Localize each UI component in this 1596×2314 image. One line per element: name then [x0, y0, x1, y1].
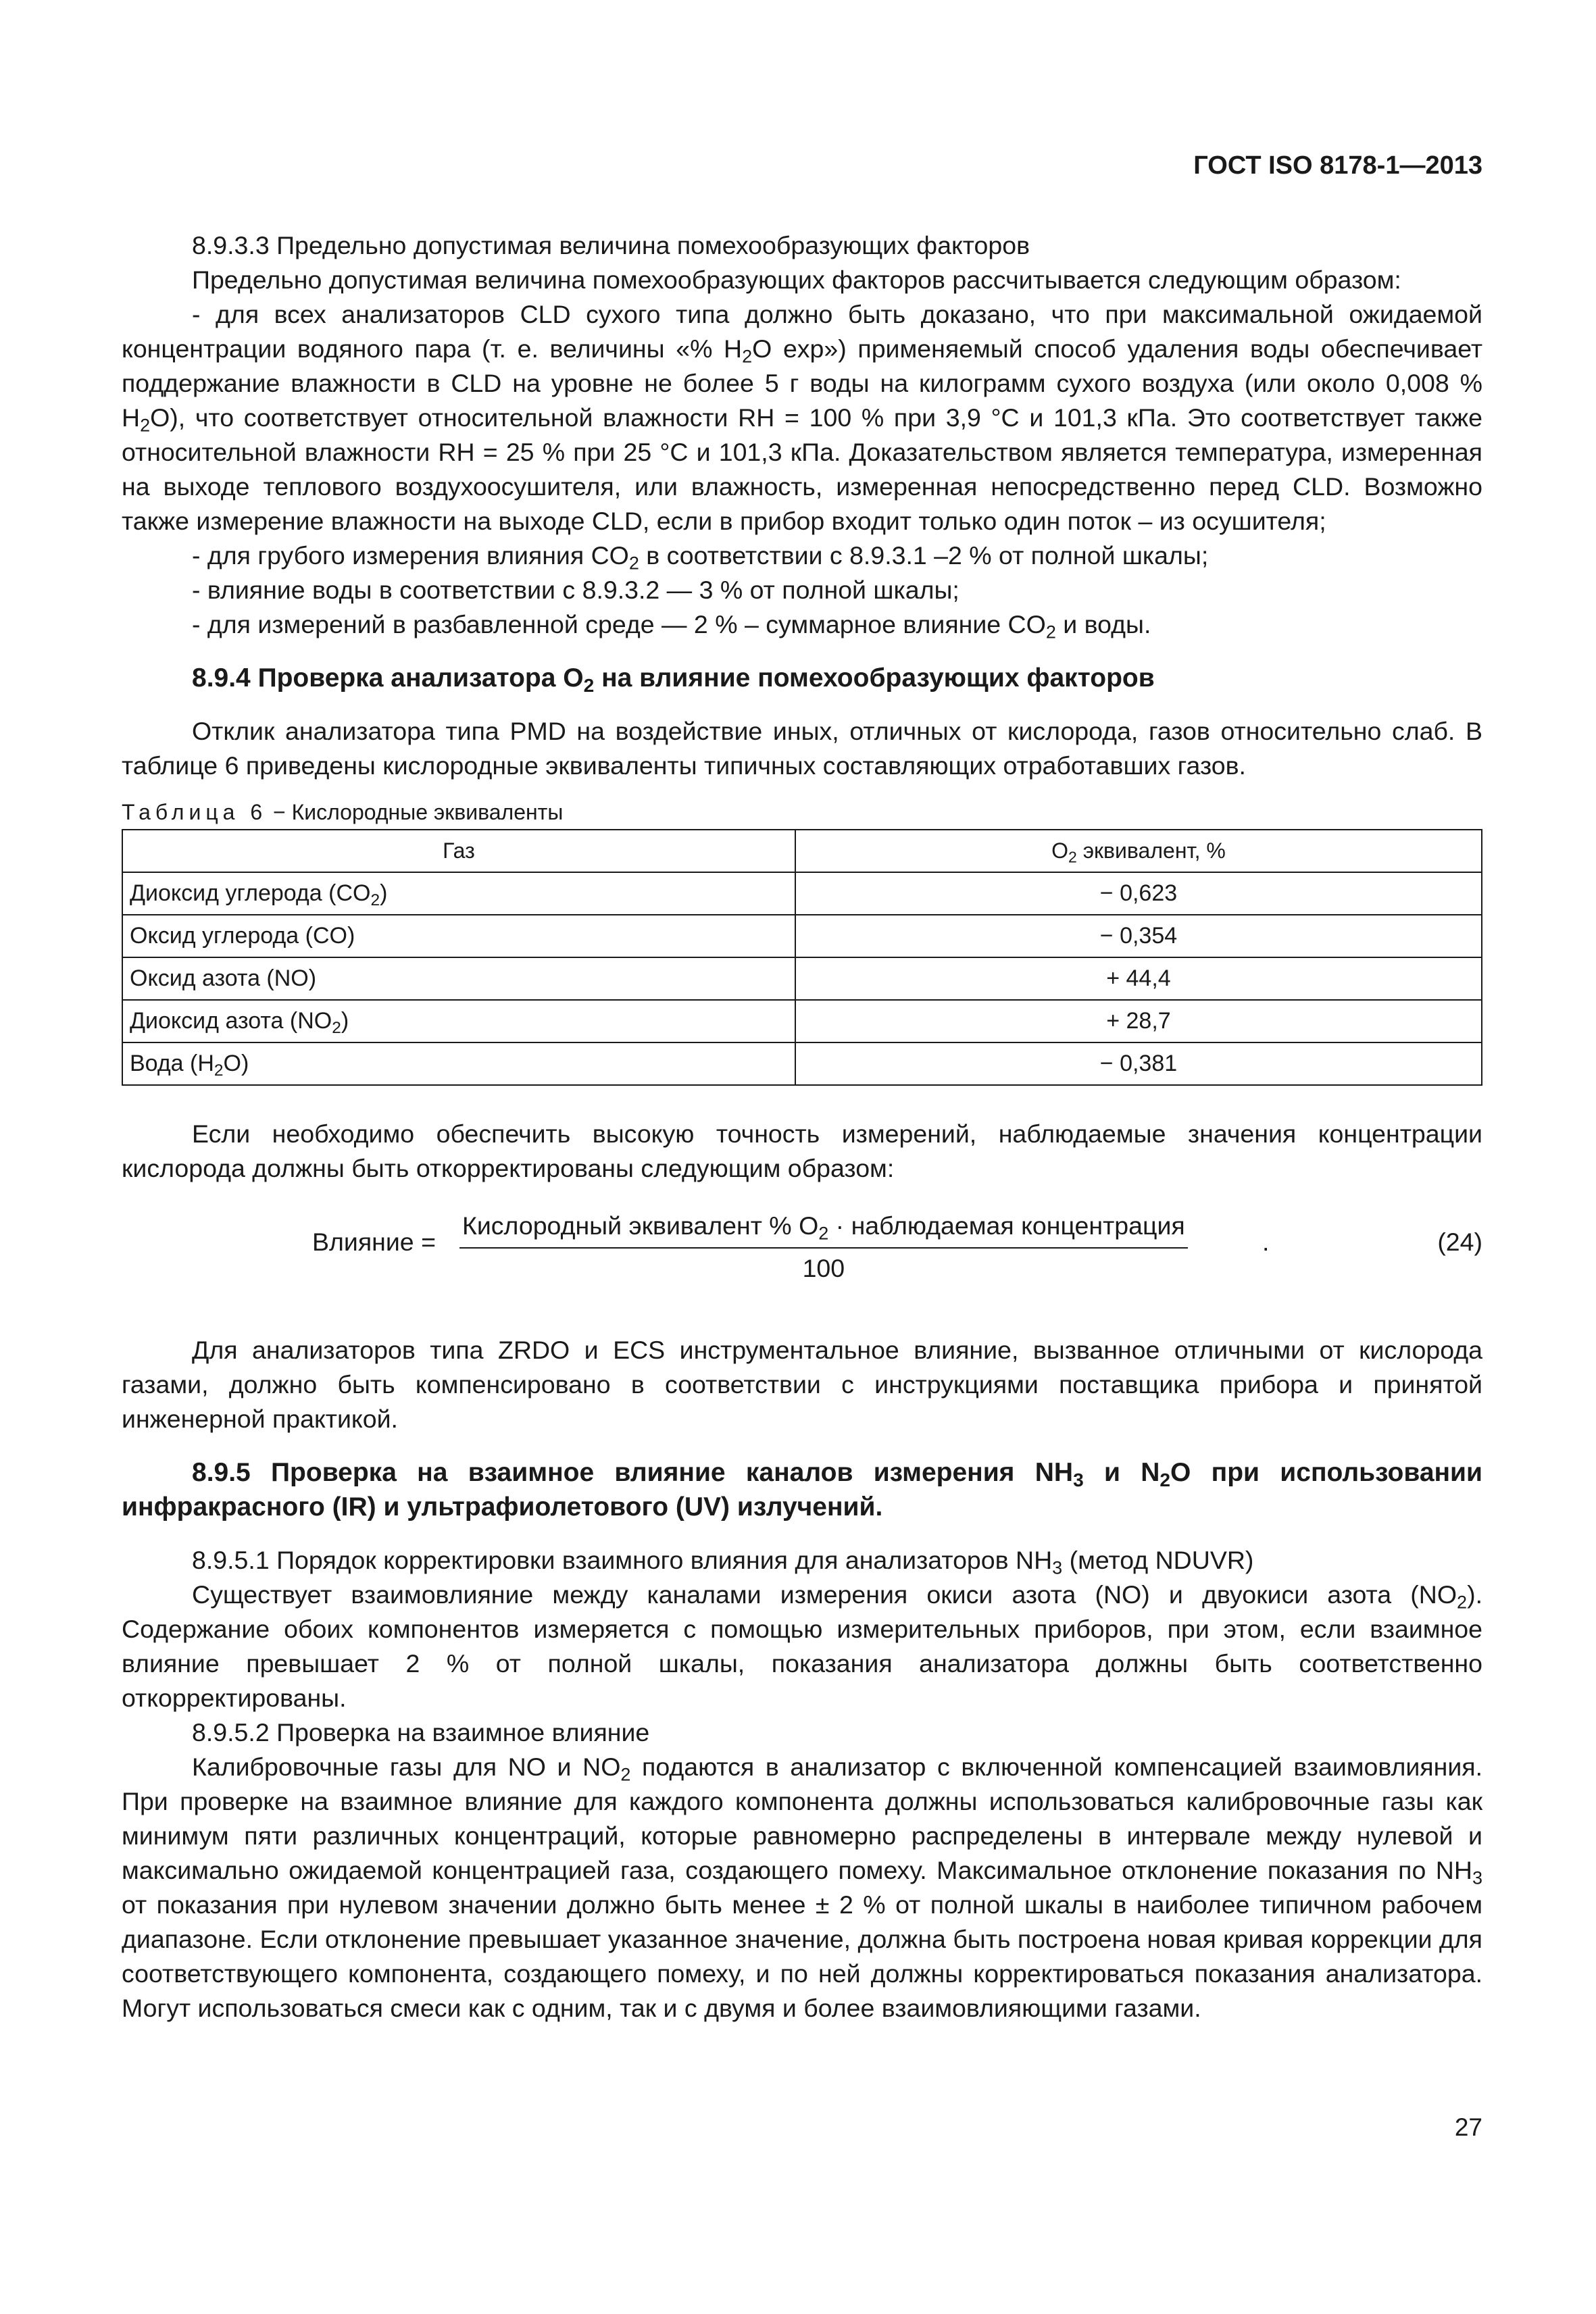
subscript: 2: [370, 890, 380, 909]
text-run: - для грубого измерения влияния CO: [192, 541, 629, 570]
paragraph-correction: Если необходимо обеспечить высокую точность измерений, наблюдаемые значения концентрации кислорода должны быть откорректированы следующим образом:: [122, 1120, 1482, 1182]
table-6-caption: [122, 798, 1482, 826]
gas-cell: [122, 1000, 795, 1042]
oxygen-equivalents-table: [122, 829, 1482, 1086]
text-run: Диоксид азота (NO: [130, 1008, 332, 1034]
subscript: 2: [140, 415, 151, 436]
table-label: Таблица 6: [122, 800, 268, 824]
table-row: [122, 1042, 1482, 1085]
text-run: (метод NDUVR): [1062, 1546, 1254, 1574]
value-cell: − 0,623: [795, 872, 1482, 915]
text-run: Оксид азота (NO): [130, 965, 317, 991]
text-run: от показания при нулевом значении должно быть менее ± 2 % от полной шкалы в наиболее типичном рабочем диапазоне. Если отклонение превышает указанное значение, должна быть построена новая кривая коррекции для соответствующего компонента, создающего помеху, и по ней должны корректироваться показания анализатора. Могут использоваться смеси как с одним, так и с двумя и более взаимовлияющими газами.: [122, 1890, 1482, 2022]
gas-cell: [122, 957, 795, 1000]
text-run: Кислородный эквивалент % O: [462, 1211, 819, 1240]
text-run: ): [380, 880, 388, 906]
formula-numerator: [459, 1209, 1188, 1249]
subscript: 2: [1068, 848, 1077, 866]
text-run: ): [341, 1008, 349, 1034]
subscript: 3: [1472, 1867, 1482, 1888]
text-run: O при использовании инфракрасного (IR) и ультрафиолетового (UV) излучений.: [122, 1458, 1483, 1521]
text-run: · наблюдаемая концентрация: [828, 1211, 1185, 1240]
value-cell: − 0,381: [795, 1042, 1482, 1085]
gas-cell: [122, 1042, 795, 1085]
subscript: 3: [1052, 1557, 1063, 1578]
text-run: 8.9.5.1 Порядок корректировки взаимного влияния для анализаторов NH: [192, 1546, 1053, 1574]
subscript: 2: [214, 1061, 224, 1080]
formula-fraction: [459, 1209, 1188, 1286]
text-run: Оксид углерода (CO): [130, 923, 355, 949]
section-8-9-5-1-title: [122, 1543, 1482, 1578]
document-id-header: ГОСТ ISO 8178-1—2013: [1193, 151, 1482, 180]
value-cell: + 28,7: [795, 1000, 1482, 1042]
text-run: Диоксид углерода (CO: [130, 880, 371, 906]
text-run: O exp») применяемый способ удаления воды обеспечивает поддержание влажности в CLD на уровне не более 5 г воды на килограмм сухого воздуха (или около 0,008 % H: [122, 334, 1482, 432]
text-run: в соответствии с 8.9.3.1 –2 % от полной шкалы;: [639, 541, 1209, 570]
text-run: Существует взаимовлияние между каналами измерения окиси азота (NO) и двуокиси азота (NO: [192, 1580, 1457, 1609]
page-content: [122, 228, 1482, 2026]
text-run: 8.9.4 Проверка анализатора O: [192, 663, 584, 693]
table-row: [122, 915, 1482, 957]
text-run: - для всех анализаторов CLD сухого типа должно быть доказано, что при максимальной ожидаемой концентрации водяного пара (т. е. величины «% H: [122, 300, 1482, 363]
paragraph-pmd: Отклик анализатора типа PMD на воздействие иных, отличных от кислорода, газов относительно слаб. В таблице 6 приведены кислородные эквиваленты типичных составляющих отработавших газов.: [122, 717, 1482, 780]
table-header-row: [122, 830, 1482, 872]
text-run: Калибровочные газы для NO и NO: [192, 1753, 621, 1781]
subscript: 2: [818, 1223, 829, 1244]
subscript: 2: [332, 1018, 341, 1037]
subscript: 2: [1457, 1592, 1468, 1613]
section-8-9-4-heading: [122, 661, 1482, 695]
text-run: Вода (H: [130, 1051, 214, 1076]
value-cell: − 0,354: [795, 915, 1482, 957]
column-header-o2-equivalent: [795, 830, 1482, 872]
text-run: и N: [1083, 1458, 1160, 1487]
page-number: 27: [1454, 2113, 1482, 2141]
formula-denominator: 100: [802, 1254, 845, 1282]
text-run: 8.9.5 Проверка на взаимное влияние каналов измерения NH: [192, 1458, 1074, 1487]
paragraph-calibration-gases: [122, 1750, 1482, 2026]
paragraph-no-no2: [122, 1578, 1482, 1715]
subscript: 2: [583, 674, 595, 696]
text-run: O), что соответствует относительной влажности RH = 100 % при 3,9 °С и 101,3 кПа. Это соответствует также относительной влажности RH = 25 % при 25 °С и 101,3 кПа. Доказательством является температура, измеренная на выходе теплового воздухоосушителя, или влажность, измеренная непосредственно перед CLD. Возможно также измерение влажности на выходе CLD, если в прибор входит только один поток – из осушителя;: [122, 403, 1482, 535]
table-row: [122, 1000, 1482, 1042]
column-header-gas: Газ: [122, 830, 795, 872]
formula-24: [122, 1209, 1482, 1317]
subscript: 2: [1159, 1469, 1171, 1490]
subscript: 2: [628, 553, 639, 574]
subscript: 2: [1045, 622, 1056, 643]
text-run: O: [1051, 838, 1068, 863]
gas-cell: [122, 872, 795, 915]
text-run: - для измерений в разбавленной среде — 2 % – суммарное влияние CO: [192, 610, 1046, 638]
formula-number: (24): [1437, 1228, 1482, 1256]
bullet-co2: [122, 538, 1482, 573]
formula-period: .: [1262, 1228, 1270, 1256]
subscript: 3: [1073, 1469, 1084, 1490]
section-8-9-3-3-title: 8.9.3.3 Предельно допустимая величина помехообразующих факторов: [192, 231, 1030, 259]
text-run: ). Содержание обоих компонентов измеряется с помощью измерительных приборов, при этом, если взаимное влияние превышает 2 % от полной шкалы, показания анализатора должны быть соответственно откорректированы.: [122, 1580, 1482, 1712]
text-run: O): [223, 1051, 249, 1076]
formula-left-side: Влияние =: [312, 1228, 436, 1256]
table-row: [122, 872, 1482, 915]
table-title: − Кислородные эквиваленты: [267, 800, 564, 824]
text-run: и воды.: [1055, 610, 1151, 638]
subscript: 2: [742, 346, 753, 367]
subscript: 2: [620, 1764, 631, 1785]
gas-cell: [122, 915, 795, 957]
paragraph-cld-dry: [122, 297, 1482, 538]
text-run: на влияние помехообразующих факторов: [594, 663, 1155, 693]
paragraph-zrdo: Для анализаторов типа ZRDO и ECS инструментальное влияние, вызванное отличными от кислорода газами, должно быть компенсировано в соответствии с инструкциями поставщика прибора и принятой инженерной практикой.: [122, 1336, 1482, 1433]
section-8-9-5-2-title: 8.9.5.2 Проверка на взаимное влияние: [192, 1718, 650, 1746]
table-row: [122, 957, 1482, 1000]
text-run: эквивалент, %: [1076, 838, 1226, 863]
section-8-9-5-heading: [122, 1455, 1482, 1524]
bullet-diluted: [122, 607, 1482, 642]
paragraph: Предельно допустимая величина помехообразующих факторов рассчитывается следующим образом:: [192, 266, 1401, 294]
bullet-water: - влияние воды в соответствии с 8.9.3.2 — 3 % от полной шкалы;: [192, 576, 959, 604]
value-cell: + 44,4: [795, 957, 1482, 1000]
text-run: подаются в анализатор с включенной компенсацией взаимовлияния. При проверке на взаимное влияние для каждого компонента должны использоваться калибровочные газы как минимум пяти различных концентраций, которые равномерно распределены в интервале между нулевой и максимально ожидаемой концентрацией газа, создающего помеху. Максимальное отклонение показания по NH: [122, 1753, 1482, 1884]
